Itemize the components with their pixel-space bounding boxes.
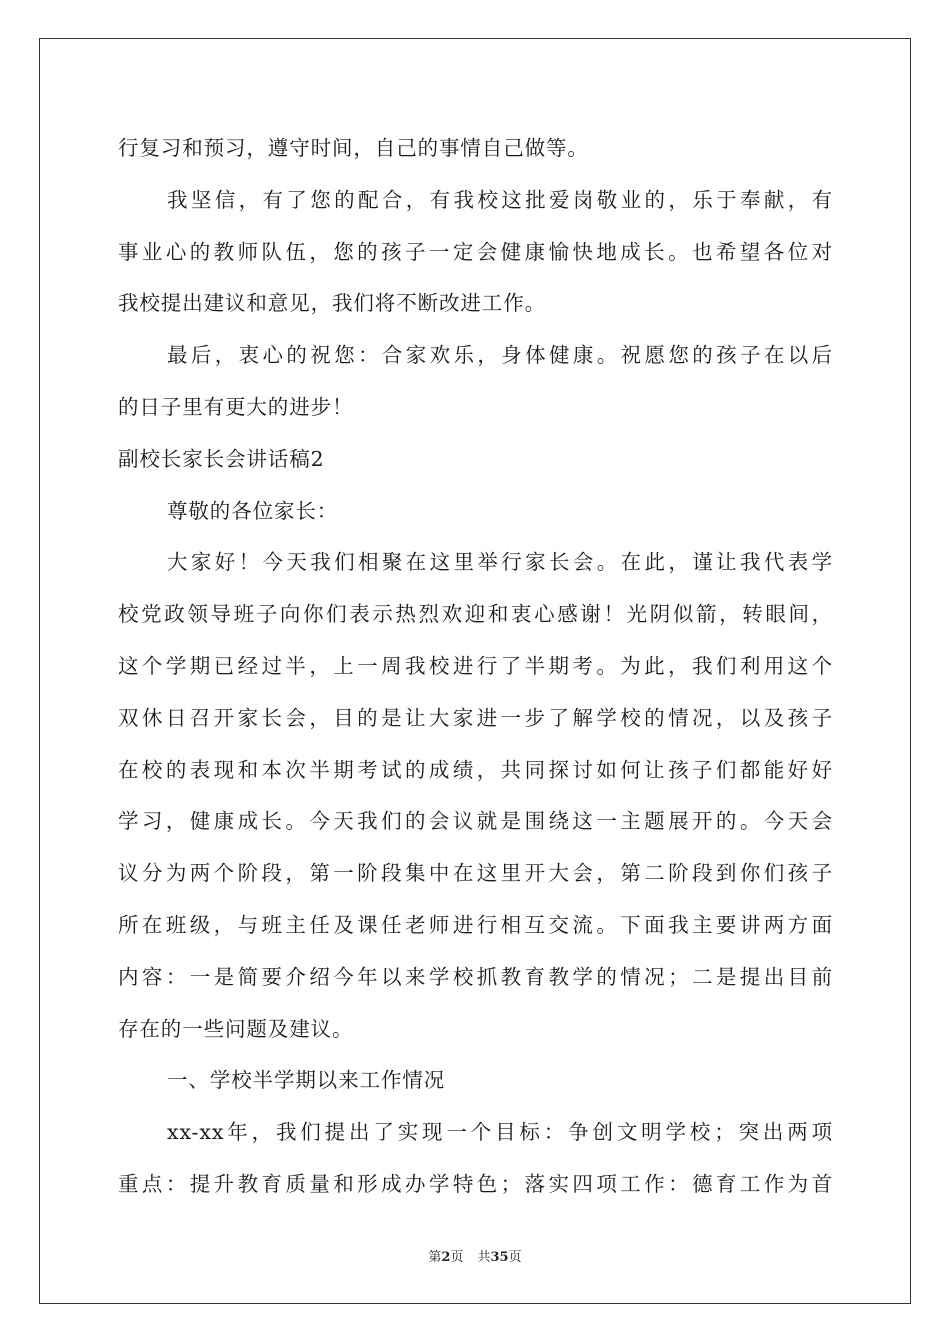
text-line: 学习，健康成长。今天我们的会议就是围绕这一主题展开的。今天会 (118, 809, 833, 834)
text-line: 我校提出建议和意见，我们将不断改进工作。 (118, 291, 546, 316)
total-pages: 35 (490, 1250, 509, 1265)
text-line: 双休日召开家长会，目的是让大家进一步了解学校的情况，以及孩子 (118, 705, 833, 730)
subsection-heading: 一、学校半学期以来工作情况 (167, 1068, 446, 1093)
page-prefix: 第 (428, 1250, 442, 1265)
salutation: 尊敬的各位家长： (167, 498, 339, 523)
text-line: 在校的表现和本次半期考试的成绩，共同探讨如何让孩子们都能好好 (118, 757, 833, 782)
page-suffix: 页 (450, 1250, 464, 1265)
text-line: 重点：提升教育质量和形成办学特色；落实四项工作：德育工作为首 (118, 1171, 833, 1196)
text-line: 议分为两个阶段，第一阶段集中在这里开大会，第二阶段到你们孩子 (118, 861, 833, 886)
text-line: 的日子里有更大的进步！ (118, 394, 354, 419)
text-line: 所在班级，与班主任及课任老师进行相互交流。下面我主要讲两方面 (118, 912, 833, 937)
text-line: 最后，衷心的祝您：合家欢乐，身体健康。祝愿您的孩子在以后 (167, 343, 833, 368)
section-heading: 副校长家长会讲话稿2 (118, 446, 325, 471)
page-number: 2 (441, 1250, 451, 1265)
page-footer (0, 1246, 950, 1265)
total-prefix: 共 (477, 1250, 491, 1265)
text-line: 我坚信，有了您的配合，有我校这批爱岗敬业的，乐于奉献，有 (167, 187, 833, 212)
document-body (118, 123, 833, 1211)
text-line: 大家好！今天我们相聚在这里举行家长会。在此，谨让我代表学 (167, 550, 833, 575)
total-suffix: 页 (508, 1250, 522, 1265)
text-line: 校党政领导班子向你们表示热烈欢迎和衷心感谢！光阴似箭，转眼间， (118, 602, 833, 627)
text-line: 存在的一些问题及建议。 (118, 1016, 354, 1041)
text-line: xx-xx年，我们提出了实现一个目标：争创文明学校；突出两项 (167, 1120, 833, 1145)
text-line: 这个学期已经过半，上一周我校进行了半期考。为此，我们利用这个 (118, 653, 833, 678)
text-line: 行复习和预习，遵守时间，自己的事情自己做等。 (118, 136, 589, 160)
text-line: 内容：一是简要介绍今年以来学校抓教育教学的情况；二是提出目前 (118, 964, 833, 989)
text-line: 事业心的教师队伍，您的孩子一定会健康愉快地成长。也希望各位对 (118, 239, 833, 264)
